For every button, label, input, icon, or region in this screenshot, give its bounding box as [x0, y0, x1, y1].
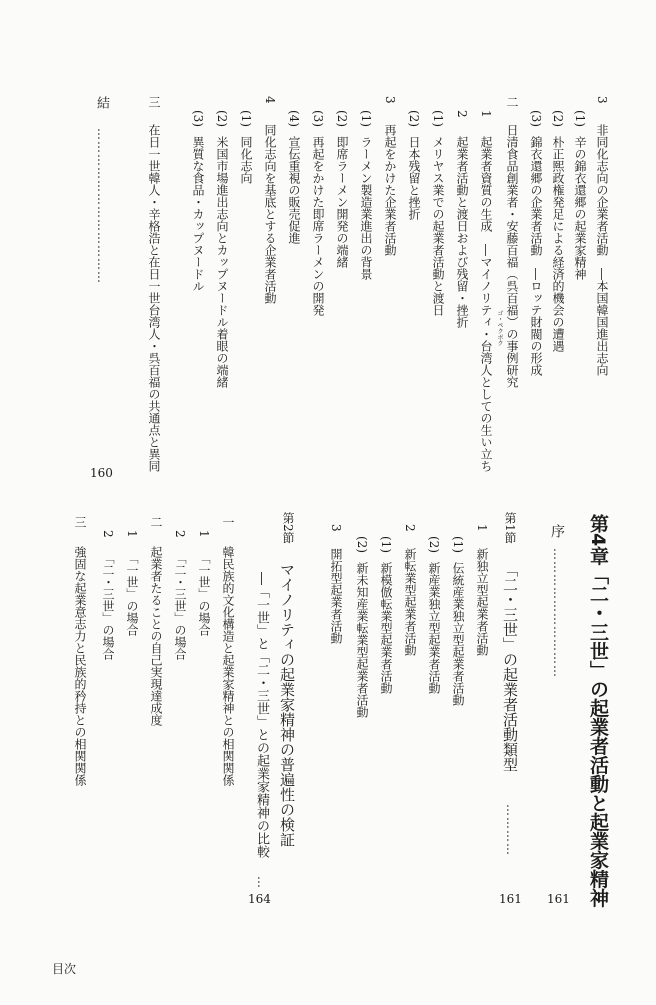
item-number: 1 — [479, 110, 493, 118]
toc-entry[interactable]: 新産業独立型起業者活動 — [427, 562, 441, 694]
ruby-reading: ゴ・ペクボク — [496, 310, 503, 346]
item-number: 2 — [101, 530, 115, 538]
item-number: 2 — [455, 110, 469, 118]
toc-entry[interactable]: 新転業型起業者活動 — [403, 548, 417, 656]
item-number: 1 — [197, 530, 211, 538]
toc-entry[interactable]: 同化志向 — [239, 136, 253, 184]
toc-entry[interactable]: 辛の錦衣還郷の起業家精神 — [573, 136, 587, 280]
toc-entry[interactable]: 同化志向を基底とする企業者活動 — [263, 124, 277, 304]
toc-entry[interactable]: 再起をかけた即席ラーメンの開発 — [311, 136, 325, 316]
item-number: (2) — [215, 110, 229, 127]
item-number: 二 — [149, 516, 163, 528]
page-number: 161 — [499, 892, 522, 906]
item-number: (1) — [379, 536, 393, 553]
item-number: (1) — [359, 110, 373, 127]
leader-dots: … — [255, 876, 269, 888]
item-number: (1) — [239, 110, 253, 127]
page-number: 164 — [248, 892, 271, 906]
item-number: (1) — [431, 110, 445, 127]
section-label: 第2節 — [281, 512, 295, 544]
toc-entry[interactable]: 「一世」の場合 — [197, 552, 211, 636]
toc-entry[interactable]: メリヤス業での起業者活動と渡日 — [431, 136, 445, 316]
item-number: 1 — [475, 524, 489, 532]
item-number: (2) — [551, 110, 565, 127]
toc-entry[interactable]: 伝統産業独立型起業者活動 — [451, 562, 465, 706]
item-number: (1) — [573, 110, 587, 127]
item-number: (4) — [287, 110, 301, 127]
item-number: (3) — [311, 110, 325, 127]
item-number: (2) — [355, 536, 369, 553]
conclusion-label[interactable]: 結 — [94, 96, 109, 109]
toc-entry[interactable]: ラーメン製造業進出の背景 — [359, 136, 373, 280]
toc-entry[interactable]: 起業者活動と渡日および残留・挫折 — [455, 136, 469, 328]
item-number: (1) — [451, 536, 465, 553]
item-number: (3) — [529, 110, 543, 127]
toc-entry[interactable]: 「二・三世」の場合 — [173, 552, 187, 660]
item-number: 一 — [221, 516, 235, 528]
toc-entry[interactable]: 非同化志向の企業者活動 ―本国韓国進出志向 — [595, 124, 609, 376]
item-number: 三 — [147, 96, 161, 108]
toc-entry[interactable]: 宣伝重視の販売促進 — [287, 136, 301, 244]
item-number: 二 — [505, 96, 519, 108]
section-label: 第1節 — [503, 512, 517, 544]
item-number: 3 — [329, 524, 343, 532]
item-number: 4 — [263, 96, 277, 104]
item-number: 三 — [73, 516, 87, 528]
toc-entry[interactable]: 米国市場進出志向とカップヌードル着眼の端緒 — [215, 136, 229, 388]
toc-entry[interactable]: 朴正煕政権発足による経済的機会の遭遇 — [551, 136, 565, 352]
toc-entry[interactable]: 開拓型起業者活動 — [329, 548, 343, 644]
section-subtitle[interactable]: ―「一世」と「二・三世」との起業家精神の比較 — [254, 572, 269, 858]
toc-entry[interactable]: 異質な食品・カップヌードル — [191, 136, 205, 292]
toc-entry[interactable]: 即席ラーメン開発の端緒 — [335, 136, 349, 268]
item-number: 3 — [383, 96, 397, 104]
item-number: 3 — [595, 96, 609, 104]
item-number: (2) — [427, 536, 441, 553]
item-number: (2) — [407, 110, 421, 127]
toc-entry[interactable]: 強固な起業意志力と民族的矜持との相関関係 — [73, 546, 87, 786]
toc-entry[interactable]: 再起をかけた企業者活動 — [383, 124, 397, 256]
running-footer: 目次 — [52, 962, 77, 976]
item-number: 1 — [125, 530, 139, 538]
toc-entry[interactable]: 錦衣還郷の企業者活動 ―ロッテ財閥の形成 — [529, 136, 543, 376]
toc-entry[interactable]: 新未知産業転業型起業者活動 — [355, 562, 369, 718]
page-number: 160 — [90, 466, 113, 480]
item-number: (2) — [335, 110, 349, 127]
leader-dots: ……………………………… — [95, 128, 109, 284]
leader-dots: ………………………… — [551, 548, 565, 678]
page-number: 161 — [547, 892, 570, 906]
toc-entry[interactable]: 新模倣転業型起業者活動 — [379, 562, 393, 694]
item-number: 2 — [403, 524, 417, 532]
toc-entry[interactable]: 新独立型起業者活動 — [475, 548, 489, 656]
toc-entry[interactable]: 「二・三世」の場合 — [101, 552, 115, 660]
item-number: 2 — [173, 530, 187, 538]
toc-entry[interactable]: 起業者たることの自己実現達成度 — [149, 546, 163, 726]
section-title[interactable]: マイノリティの起業家精神の普遍性の検証 — [278, 562, 296, 847]
section-title[interactable]: 「二・三世」の起業者活動類型 — [501, 562, 519, 772]
item-number: (3) — [191, 110, 205, 127]
leader-dots: ………… — [504, 804, 518, 856]
toc-entry[interactable]: 韓民族的文化構造と起業家精神との相関関係 — [221, 546, 235, 786]
toc-entry[interactable]: 「一世」の場合 — [125, 552, 139, 636]
preface-label[interactable]: 序 — [549, 524, 565, 538]
toc-entry[interactable]: 日清食品創業者・安藤百福（呉百福）の事例研究 — [505, 124, 519, 388]
toc-entry[interactable]: 在日一世韓人・辛格浩と在日一世台湾人・呉百福の共通点と異同 — [147, 124, 161, 472]
chapter-title[interactable]: 第4章「二・三世」の起業者活動と起業家精神 — [587, 514, 609, 908]
toc-entry[interactable]: 日本残留と挫折 — [407, 136, 421, 220]
toc-entry[interactable]: 起業者資質の生成 ―マイノリティ・台湾人としての生い立ち — [479, 136, 493, 472]
